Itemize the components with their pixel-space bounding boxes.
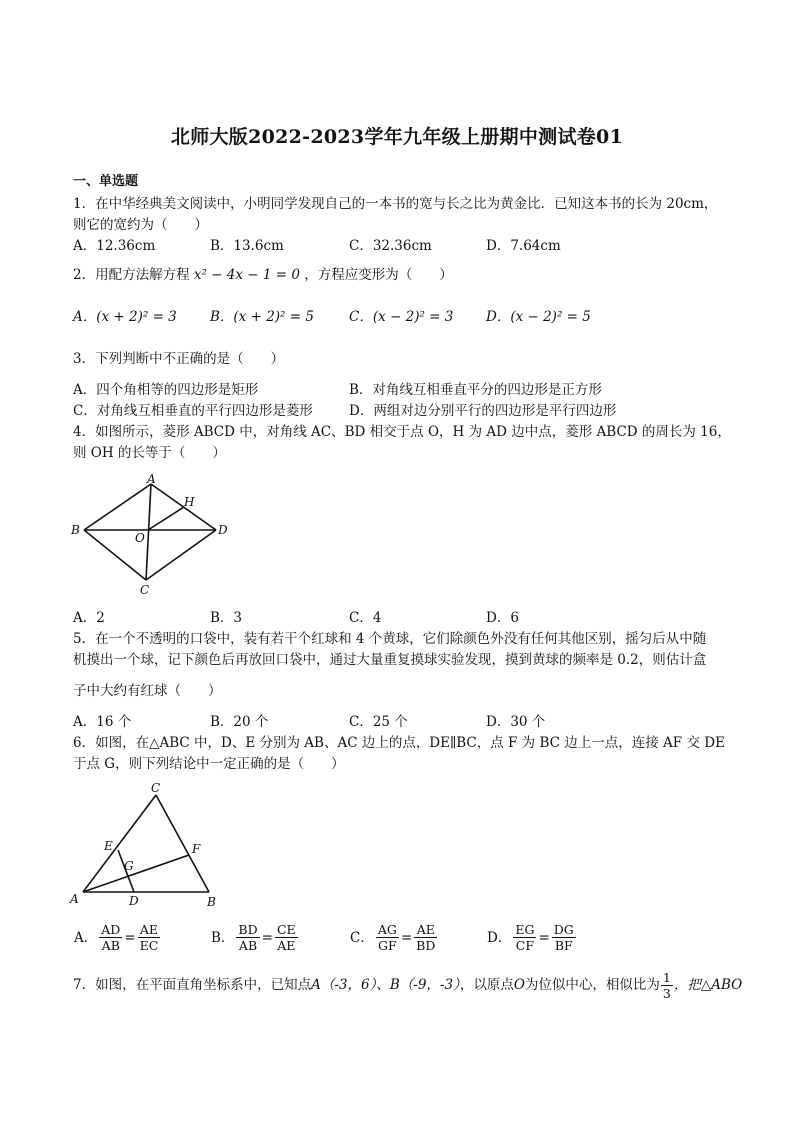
label-b: B [71, 523, 80, 537]
label-b: B [207, 895, 216, 908]
label-a: A [70, 892, 79, 906]
q1-stem-line1: 1．在中华经典美文阅读中，小明同学发现自己的一本书的宽与长之比为黄金比．已知这本书的长为 20cm， [73, 196, 718, 212]
q3-option-d: D．两组对边分别平行的四边形是平行四边形 [349, 403, 617, 419]
label-c: C [151, 781, 161, 795]
q5-option-b: B．20 个 [210, 714, 269, 730]
q2-stem [73, 266, 723, 284]
q3-option-b: B．对角线互相垂直平分的四边形是正方形 [349, 382, 602, 398]
q4-option-d: D．6 [486, 610, 519, 626]
q1-option-d: D．7.64cm [486, 238, 561, 254]
q1-option-b: B．13.6cm [210, 238, 284, 254]
q2-option-b: B．(x + 2)² = 5 [210, 309, 314, 325]
q4-option-c: C．4 [349, 610, 382, 626]
q5-stem-line2: 机摸出一个球，记下颜色后再放回口袋中，通过大量重复摸球实验发现，摸到黄球的频率是 0.2，则估计盒 [73, 652, 707, 668]
q1-option-a: A．12.36cm [73, 238, 156, 254]
page-title: 北师大版2022-2023学年九年级上册期中测试卷01 [170, 126, 624, 148]
q4-option-b: B．3 [210, 610, 243, 626]
label-a: A [147, 472, 156, 486]
q5-stem-line3: 子中大约有红球（ ） [73, 683, 222, 699]
q6-option-a: A． $\frac{AD}{AB}$ = $\frac{AE}{EC}$ [74, 922, 159, 953]
q3-option-c: C．对角线互相垂直的平行四边形是菱形 [73, 403, 313, 419]
label-d: D [129, 894, 139, 908]
q7-ratio: $\frac{1}{3}$ [662, 970, 671, 1001]
q2-prefix: 2．用配方法解方程 [73, 267, 190, 283]
q2-option-d: D．(x − 2)² = 5 [486, 309, 591, 325]
q4-option-a: A．2 [73, 610, 105, 626]
rhombus-figure [66, 472, 236, 598]
triangle-figure [66, 780, 226, 908]
q5-option-a: A．16 个 [73, 714, 132, 730]
q6-option-c: C． $\frac{AG}{GF}$ = $\frac{AE}{BD}$ [350, 922, 436, 953]
q3-stem: 3．下列判断中不正确的是（ ） [73, 351, 285, 367]
q5-option-c: C．25 个 [349, 714, 408, 730]
q2-suffix: ，方程应变形为（ ） [304, 267, 453, 283]
q1-stem-line2: 则它的宽约为（ ） [73, 217, 208, 233]
q5-stem-line1: 5．在一个不透明的口袋中，装有若干个红球和 4 个黄球，它们除颜色外没有任何其他区别，摇匀后从中随 [73, 631, 707, 647]
q4-stem-line2: 则 OH 的长等于（ ） [73, 445, 226, 461]
q6-option-d: D． $\frac{EG}{CF}$ = $\frac{DG}{BF}$ [487, 922, 574, 953]
q1-option-c: C．32.36cm [349, 238, 432, 254]
q5-option-d: D．30 个 [486, 714, 546, 730]
q6-stem-line1: 6．如图，在△ABC 中，D、E 分别为 AB、AC 边上的点，DE∥BC，点 F 为 BC 边上一点，连接 AF 交 DE [73, 735, 725, 751]
label-f: F [192, 842, 201, 856]
section-heading: 一、单选题 [73, 174, 139, 189]
label-g: G [124, 859, 134, 873]
q2-option-c: C．(x − 2)² = 3 [349, 309, 454, 325]
label-d: D [218, 523, 228, 537]
q3-option-a: A．四个角相等的四边形是矩形 [73, 382, 259, 398]
q6-option-b: B． $\frac{BD}{AB}$ = $\frac{CE}{AE}$ [211, 922, 296, 953]
q7-stem: 7．如图，在平面直角坐标系中，已知点A（-3，6）、B（-9，-3），以原点O为位似中心，相似比为 $\frac{1}{3}$ ，把△ABO [73, 970, 743, 1001]
q6-stem-line2: 于点 G，则下列结论中一定正确的是（ ） [73, 756, 345, 772]
label-c: C [140, 583, 150, 597]
label-o: O [135, 531, 145, 545]
label-e: E [104, 839, 113, 853]
q4-stem-line1: 4．如图所示，菱形 ABCD 中，对角线 AC、BD 相交于点 O，H 为 AD 边中点，菱形 ABCD 的周长为 16， [73, 424, 731, 440]
q2-option-a: A．(x + 2)² = 3 [73, 309, 177, 325]
label-h: H [184, 495, 195, 509]
q2-equation: x² − 4x − 1 = 0 [193, 267, 300, 283]
